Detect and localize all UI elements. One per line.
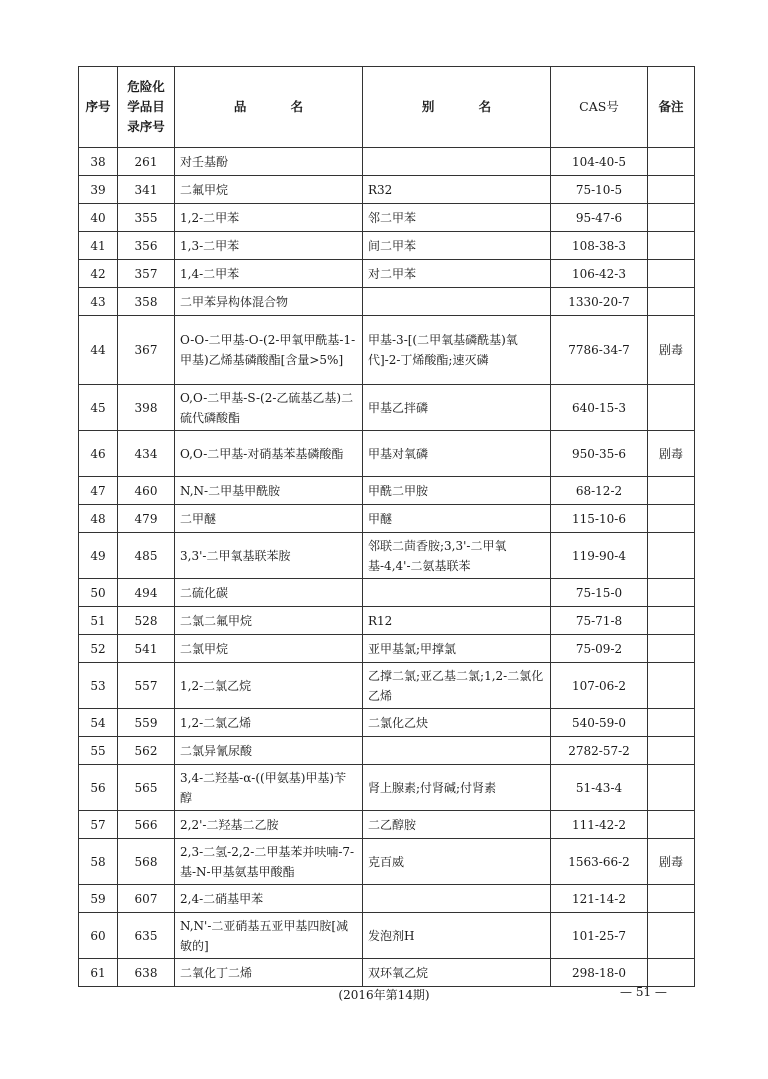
- header-catalog-line: 危险化: [127, 79, 165, 94]
- row-name: 二硫化碳: [175, 579, 363, 607]
- row-cas: 101-25-7: [551, 913, 648, 959]
- row-name: 3,3'-二甲氧基联苯胺: [175, 533, 363, 579]
- row-note: [648, 148, 695, 176]
- row-catalog-seq: 635: [118, 913, 175, 959]
- header-alias: [363, 67, 551, 148]
- header-catalog-line: 录序号: [127, 119, 165, 134]
- row-alias: [363, 288, 551, 316]
- row-catalog-seq: 541: [118, 635, 175, 663]
- row-catalog-seq: 528: [118, 607, 175, 635]
- row-seq: 39: [79, 176, 118, 204]
- row-name: 二氟甲烷: [175, 176, 363, 204]
- row-cas: 121-14-2: [551, 885, 648, 913]
- row-alias: 二氯化乙炔: [363, 709, 551, 737]
- row-catalog-seq: 557: [118, 663, 175, 709]
- header-alias-text: 别 名: [421, 99, 512, 114]
- header-name-text: 品 名: [233, 99, 324, 114]
- row-name: 对壬基酚: [175, 148, 363, 176]
- row-cas: 75-09-2: [551, 635, 648, 663]
- row-seq: 51: [79, 607, 118, 635]
- row-seq: 56: [79, 765, 118, 811]
- row-alias: 甲基乙拌磷: [363, 385, 551, 431]
- row-note: [648, 709, 695, 737]
- row-cas: 75-10-5: [551, 176, 648, 204]
- row-seq: 57: [79, 811, 118, 839]
- row-alias: [363, 885, 551, 913]
- row-cas: 68-12-2: [551, 477, 648, 505]
- row-alias: 甲基对氧磷: [363, 431, 551, 477]
- row-note: 剧毒: [648, 316, 695, 385]
- table-row: [79, 533, 695, 579]
- row-note: [648, 477, 695, 505]
- table-row: [79, 316, 695, 385]
- row-cas: 104-40-5: [551, 148, 648, 176]
- row-catalog-seq: 479: [118, 505, 175, 533]
- row-name: O,O-二甲基-S-(2-乙硫基乙基)二硫代磷酸酯: [175, 385, 363, 431]
- row-cas: 640-15-3: [551, 385, 648, 431]
- row-seq: 61: [79, 959, 118, 987]
- row-seq: 54: [79, 709, 118, 737]
- row-catalog-seq: 559: [118, 709, 175, 737]
- row-alias: 亚甲基氯;甲撑氯: [363, 635, 551, 663]
- row-note: [648, 765, 695, 811]
- row-name: 2,2'-二羟基二乙胺: [175, 811, 363, 839]
- row-name: 二甲苯异构体混合物: [175, 288, 363, 316]
- row-alias: [363, 737, 551, 765]
- table-row: [79, 385, 695, 431]
- row-note: [648, 288, 695, 316]
- row-catalog-seq: 565: [118, 765, 175, 811]
- row-name: 1,2-二氯乙烯: [175, 709, 363, 737]
- row-cas: 75-15-0: [551, 579, 648, 607]
- chemical-catalog-table: [78, 66, 695, 987]
- row-catalog-seq: 485: [118, 533, 175, 579]
- row-catalog-seq: 460: [118, 477, 175, 505]
- table-body: [79, 148, 695, 987]
- row-note: [648, 811, 695, 839]
- header-seq: 序号: [79, 67, 118, 148]
- row-seq: 44: [79, 316, 118, 385]
- row-name: N,N'-二亚硝基五亚甲基四胺[减敏的]: [175, 913, 363, 959]
- row-catalog-seq: 357: [118, 260, 175, 288]
- row-catalog-seq: 355: [118, 204, 175, 232]
- row-name: 2,3-二氢-2,2-二甲基苯并呋喃-7-基-N-甲基氨基甲酸酯: [175, 839, 363, 885]
- row-cas: 111-42-2: [551, 811, 648, 839]
- row-name: 二氯异氰尿酸: [175, 737, 363, 765]
- row-seq: 52: [79, 635, 118, 663]
- row-catalog-seq: 358: [118, 288, 175, 316]
- table-row: [79, 260, 695, 288]
- row-seq: 46: [79, 431, 118, 477]
- row-alias: 发泡剂H: [363, 913, 551, 959]
- row-alias: 双环氧乙烷: [363, 959, 551, 987]
- row-name: O,O-二甲基-对硝基苯基磷酸酯: [175, 431, 363, 477]
- table-row: [79, 635, 695, 663]
- row-note: [648, 663, 695, 709]
- table-row: [79, 737, 695, 765]
- row-name: 1,2-二氯乙烷: [175, 663, 363, 709]
- row-seq: 58: [79, 839, 118, 885]
- row-catalog-seq: 367: [118, 316, 175, 385]
- table-row: [79, 885, 695, 913]
- row-alias: 邻联二茴香胺;3,3'-二甲氧基-4,4'-二氨基联苯: [363, 533, 551, 579]
- row-seq: 47: [79, 477, 118, 505]
- footer-page-number: — 51 —: [620, 985, 667, 999]
- row-note: [648, 204, 695, 232]
- row-seq: 53: [79, 663, 118, 709]
- row-catalog-seq: 341: [118, 176, 175, 204]
- row-seq: 45: [79, 385, 118, 431]
- row-seq: 43: [79, 288, 118, 316]
- row-seq: 49: [79, 533, 118, 579]
- row-note: [648, 913, 695, 959]
- row-alias: 乙撑二氯;亚乙基二氯;1,2-二氯化乙烯: [363, 663, 551, 709]
- row-seq: 60: [79, 913, 118, 959]
- row-cas: 115-10-6: [551, 505, 648, 533]
- row-alias: R12: [363, 607, 551, 635]
- row-alias: R32: [363, 176, 551, 204]
- table-row: [79, 607, 695, 635]
- table-row: [79, 505, 695, 533]
- row-alias: 间二甲苯: [363, 232, 551, 260]
- row-note: [648, 232, 695, 260]
- row-catalog-seq: 261: [118, 148, 175, 176]
- row-cas: 106-42-3: [551, 260, 648, 288]
- row-name: O-O-二甲基-O-(2-甲氧甲酰基-1-甲基)乙烯基磷酸酯[含量>5%]: [175, 316, 363, 385]
- row-name: 2,4-二硝基甲苯: [175, 885, 363, 913]
- row-note: [648, 579, 695, 607]
- row-name: 二氧化丁二烯: [175, 959, 363, 987]
- row-alias: 对二甲苯: [363, 260, 551, 288]
- row-seq: 41: [79, 232, 118, 260]
- row-catalog-seq: 356: [118, 232, 175, 260]
- row-cas: 7786-34-7: [551, 316, 648, 385]
- row-alias: 克百威: [363, 839, 551, 885]
- row-catalog-seq: 398: [118, 385, 175, 431]
- row-seq: 50: [79, 579, 118, 607]
- row-catalog-seq: 566: [118, 811, 175, 839]
- table-row: [79, 839, 695, 885]
- row-cas: 1563-66-2: [551, 839, 648, 885]
- row-note: [648, 533, 695, 579]
- table-row: [79, 709, 695, 737]
- row-catalog-seq: 568: [118, 839, 175, 885]
- table-row: [79, 913, 695, 959]
- row-catalog-seq: 434: [118, 431, 175, 477]
- table-row: [79, 663, 695, 709]
- row-seq: 48: [79, 505, 118, 533]
- row-alias: 肾上腺素;付肾碱;付肾素: [363, 765, 551, 811]
- row-name: 1,4-二甲苯: [175, 260, 363, 288]
- table-header-row: [79, 67, 695, 148]
- table-row: [79, 176, 695, 204]
- row-seq: 38: [79, 148, 118, 176]
- row-cas: 2782-57-2: [551, 737, 648, 765]
- row-seq: 42: [79, 260, 118, 288]
- row-alias: 甲酰二甲胺: [363, 477, 551, 505]
- row-cas: 540-59-0: [551, 709, 648, 737]
- table-row: [79, 959, 695, 987]
- table-row: [79, 431, 695, 477]
- header-note: 备注: [648, 67, 695, 148]
- row-note: [648, 607, 695, 635]
- row-note: [648, 635, 695, 663]
- row-catalog-seq: 638: [118, 959, 175, 987]
- row-cas: 298-18-0: [551, 959, 648, 987]
- row-alias: 二乙醇胺: [363, 811, 551, 839]
- row-name: 1,3-二甲苯: [175, 232, 363, 260]
- row-note: [648, 885, 695, 913]
- row-cas: 950-35-6: [551, 431, 648, 477]
- row-cas: 95-47-6: [551, 204, 648, 232]
- row-seq: 55: [79, 737, 118, 765]
- row-cas: 107-06-2: [551, 663, 648, 709]
- row-seq: 40: [79, 204, 118, 232]
- row-seq: 59: [79, 885, 118, 913]
- row-name: 二甲醚: [175, 505, 363, 533]
- table-row: [79, 811, 695, 839]
- row-cas: 108-38-3: [551, 232, 648, 260]
- row-note: [648, 505, 695, 533]
- row-cas: 1330-20-7: [551, 288, 648, 316]
- row-note: 剧毒: [648, 431, 695, 477]
- row-note: [648, 260, 695, 288]
- row-alias: [363, 148, 551, 176]
- row-cas: 119-90-4: [551, 533, 648, 579]
- row-alias: 甲基-3-[(二甲氧基磷酰基)氧代]-2-丁烯酸酯;速灭磷: [363, 316, 551, 385]
- footer-issue: (2016年第14期): [338, 988, 430, 1002]
- table-row: [79, 477, 695, 505]
- row-catalog-seq: 562: [118, 737, 175, 765]
- row-name: N,N-二甲基甲酰胺: [175, 477, 363, 505]
- row-name: 3,4-二羟基-α-((甲氨基)甲基)苄醇: [175, 765, 363, 811]
- row-note: [648, 737, 695, 765]
- row-name: 二氯甲烷: [175, 635, 363, 663]
- catalog-table-container: [78, 66, 694, 987]
- header-catalog-seq: [118, 67, 175, 148]
- header-cas: CAS号: [551, 67, 648, 148]
- row-name: 1,2-二甲苯: [175, 204, 363, 232]
- row-catalog-seq: 494: [118, 579, 175, 607]
- table-row: [79, 579, 695, 607]
- row-note: [648, 385, 695, 431]
- row-note: [648, 959, 695, 987]
- row-alias: [363, 579, 551, 607]
- row-cas: 51-43-4: [551, 765, 648, 811]
- row-cas: 75-71-8: [551, 607, 648, 635]
- row-name: 二氯二氟甲烷: [175, 607, 363, 635]
- row-note: 剧毒: [648, 839, 695, 885]
- header-catalog-line: 学品目: [127, 99, 165, 114]
- row-catalog-seq: 607: [118, 885, 175, 913]
- table-row: [79, 204, 695, 232]
- row-note: [648, 176, 695, 204]
- row-alias: 邻二甲苯: [363, 204, 551, 232]
- table-row: [79, 232, 695, 260]
- table-row: [79, 288, 695, 316]
- row-alias: 甲醚: [363, 505, 551, 533]
- header-name: [175, 67, 363, 148]
- table-row: [79, 148, 695, 176]
- table-row: [79, 765, 695, 811]
